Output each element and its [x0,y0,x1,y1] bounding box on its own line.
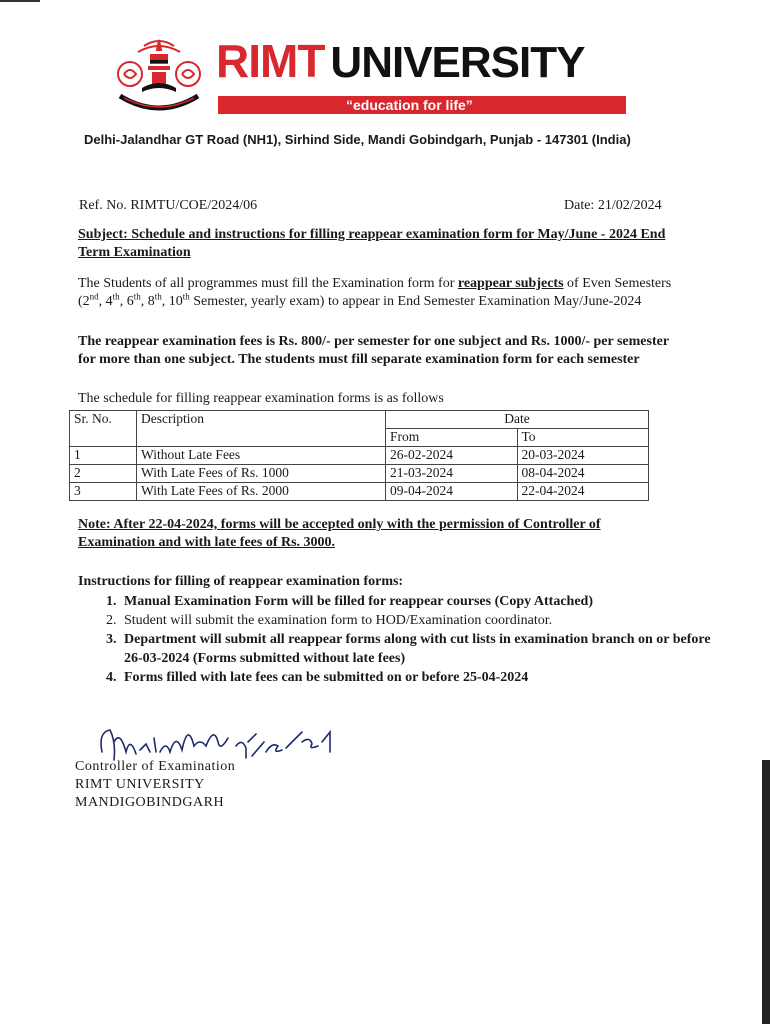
para1-emphasis: reappear subjects [457,276,564,291]
instructions-title: Instructions for filling of reappear examination forms: [78,574,404,589]
header-sr-no: Sr. No. [70,411,137,447]
reference-number: Ref. No. RIMTU/COE/2024/06 [79,198,258,213]
list-item: 4. Forms filled with late fees can be submitted on or before 25-04-2024 [120,668,720,687]
table-header-row [70,411,649,429]
table-row [70,465,649,483]
cell-from: 26-02-2024 [386,447,518,465]
header-description: Description [137,411,386,447]
cell-from: 21-03-2024 [386,465,518,483]
header-from: From [386,429,518,447]
instructions-list [78,592,720,687]
scan-edge-top [0,0,40,2]
superscript: th [133,291,141,302]
signatory-org: RIMT UNIVERSITY [75,777,205,792]
paragraph-fees: The reappear examination fees is Rs. 800/- per semester for one subject and Rs. 1000/- per semester for more than one subject. The students must fill separate examination form for each semester [78,334,669,367]
para1-text: , 6 [119,294,134,309]
paragraph-schedule-intro: The schedule for filling reappear examination forms is as follows [78,391,444,406]
signatory-title: Controller of Examination [75,759,236,774]
signatory-place: MANDIGOBINDGARH [75,795,225,810]
paragraph-programmes [78,275,678,311]
letter-date: Date: 21/02/2024 [564,198,662,213]
list-item: 3. Department will submit all reappear forms along with cut lists in examination branch on or before 26-03-2024 (Forms submitted without late fees) [120,630,720,668]
tagline-bar [218,96,626,114]
signatory-block [75,758,235,812]
tagline: “education for life” [346,97,473,113]
cell-sr: 1 [70,447,137,465]
cell-to: 22-04-2024 [517,483,649,501]
superscript: th [182,291,190,302]
cell-sr: 3 [70,483,137,501]
cell-from: 09-04-2024 [386,483,518,501]
subject-line: Subject: Schedule and instructions for filling reappear examination form for May/June - 2024 End Term Examination [78,227,666,260]
para1-text: The Students of all programmes must fill the Examination form for [78,276,458,291]
cell-description: With Late Fees of Rs. 2000 [137,483,386,501]
cell-to: 08-04-2024 [517,465,649,483]
table-row [70,483,649,501]
table-row [70,447,649,465]
university-logo [112,34,206,118]
late-fee-note: Note: After 22-04-2024, forms will be accepted only with the permission of Controller of Examination and with late fees of Rs. 3000. [78,517,601,550]
para1-text: , 8 [140,294,155,309]
para1-text: , 10 [161,294,183,309]
brand-rimt: RIMT [216,35,325,87]
cell-sr: 2 [70,465,137,483]
university-name [216,36,584,88]
cell-description: With Late Fees of Rs. 1000 [137,465,386,483]
list-item: 1. Manual Examination Form will be filled for reappear courses (Copy Attached) [120,592,720,611]
superscript: nd [89,291,99,302]
para1-text: , 4 [98,294,113,309]
address: Delhi-Jalandhar GT Road (NH1), Sirhind Side, Mandi Gobindgarh, Punjab - 147301 (India) [84,132,631,147]
superscript: th [112,291,120,302]
para1-text: of Even Semesters (2 [78,276,672,309]
cell-to: 20-03-2024 [517,447,649,465]
para1-text: Semester, yearly exam) to appear in End Semester Examination May/June-2024 [189,294,642,309]
schedule-table [69,410,649,501]
brand-university: UNIVERSITY [330,38,585,87]
header-date: Date [386,411,649,429]
header-to: To [517,429,649,447]
cell-description: Without Late Fees [137,447,386,465]
list-item: 2. Student will submit the examination form to HOD/Examination coordinator. [120,611,720,630]
superscript: th [154,291,162,302]
scan-edge-right [762,760,770,1024]
